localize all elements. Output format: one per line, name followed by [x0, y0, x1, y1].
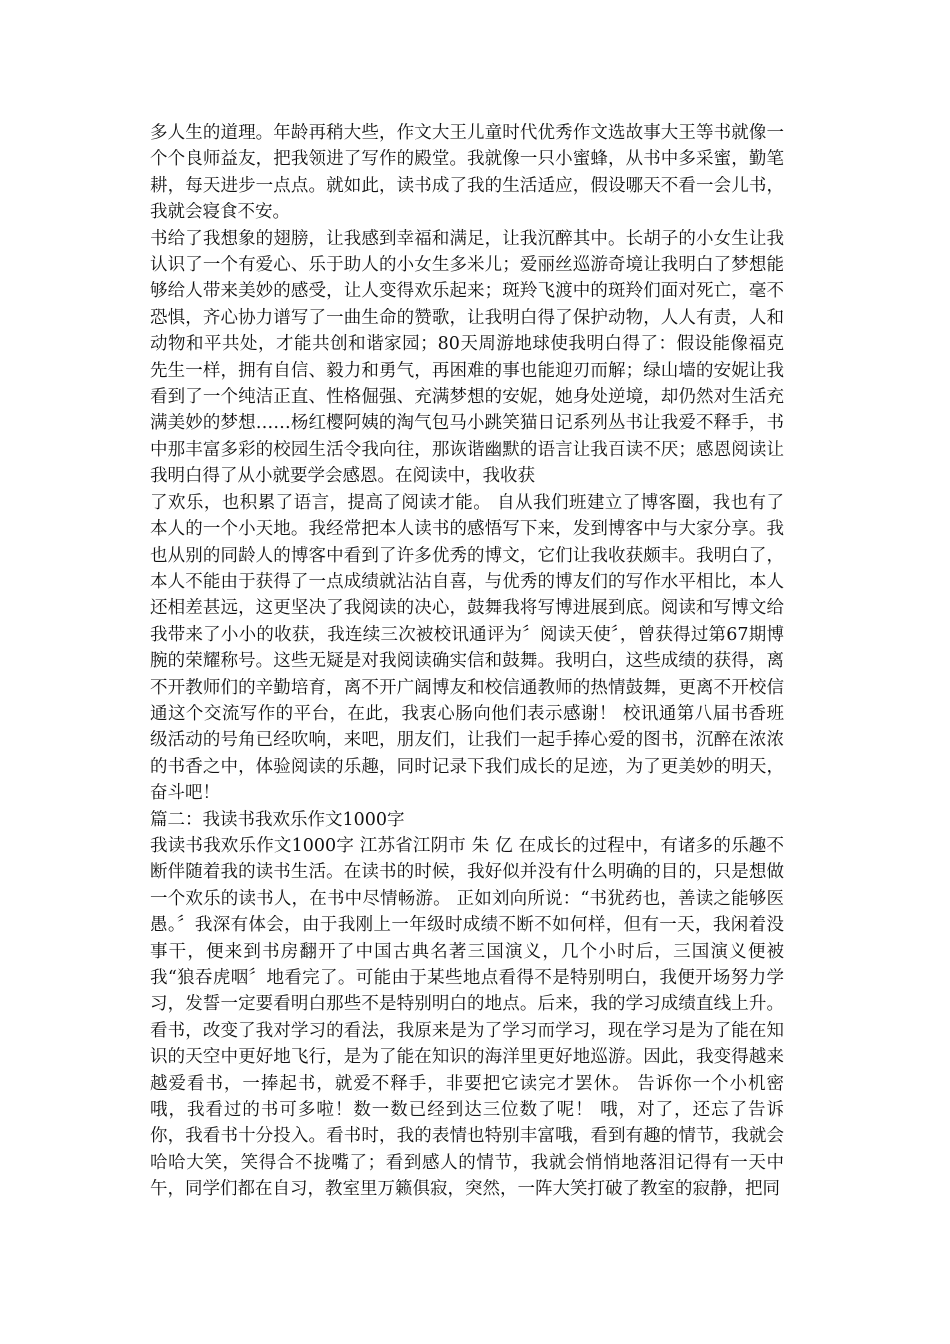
paragraph-reading-habit: 多人生的道理。年龄再稍大些，作文大王儿童时代优秀作文选故事大王等书就像一个个良师益友，把我领进了写作的殿堂。我就像一只小蜜蜂，从书中多采蜜，勤笔耕，每天进步一点点。就如此，读书成了我的生活适应，假设哪天不看一会儿书，我就会寝食不安。 [150, 123, 784, 223]
document-body [150, 120, 784, 1203]
paragraph-blog-harvest: 了欢乐，也积累了语言，提高了阅读才能。 自从我们班建立了博客圈，我也有了本人的一个小天地。我经常把本人读书的感悟写下来，发到博客中与大家分享。我也从别的同龄人的博客中看到了许多优秀的博文，它们让我收获颇丰。我明白了，本人不能由于获得了一点成绩就沾沾自喜，与优秀的博友们的写作水平相比，本人还相差甚远，这更坚决了我阅读的决心，鼓舞我将写博进展到底。阅读和写博文给我带来了小小的收获，我连续三次被校讯通评为〞阅读天使〞，曾获得过第67期博腕的荣耀称号。这些无疑是对我阅读确实信和鼓舞。我明白，这些成绩的获得，离不开教师们的辛勤培育，离不开广阔博友和校信通教师的热情鼓舞，更离不开校信通这个交流写作的平台，在此，我衷心肠向他们表示感谢！ 校讯通第八届书香班级活动的号角已经吹响，来吧，朋友们，让我们一起手捧心爱的图书，沉醉在浓浓的书香之中，体验阅读的乐趣，同时记录下我们成长的足迹，为了更美妙的明天，奋斗吧！ [150, 492, 784, 804]
paragraph-book-wings: 书给了我想象的翅膀，让我感到幸福和满足，让我沉醉其中。长胡子的小女生让我认识了一个有爱心、乐于助人的小女生多米儿；爱丽丝巡游奇境让我明白了梦想能够给人带来美妙的感受，让人变得欢乐起来；斑羚飞渡中的斑羚们面对死亡，毫不恐惧，齐心协力谱写了一曲生命的赞歌，让我明白得了保护动物，人人有责，人和动物和平共处，才能共创和谐家园；80天周游地球使我明白得了：假设能像福克先生一样，拥有自信、毅力和勇气，再困难的事也能迎刃而解；绿山墙的安妮让我看到了一个纯洁正直、性格倔强、充满梦想的安妮，她身处逆境，却仍然对生活充满美妙的梦想……杨红樱阿姨的淘气包马小跳笑猫日记系列丛书让我爱不释手，书中那丰富多彩的校园生活令我向往，那诙谐幽默的语言让我百读不厌；感恩阅读让我明白得了从小就要学会感恩。在阅读中，我收获 [150, 228, 784, 487]
paragraph-essay-two: 我读书我欢乐作文1000字 江苏省江阴市 朱 亿 在成长的过程中，有诸多的乐趣不断伴随着我的读书生活。在读书的时候，我好似并没有什么明确的目的，只是想做一个欢乐的读书人，在书中尽情畅游。 正如刘向所说：“书犹药也，善读之能够医愚。〞我深有体会，由于我刚上一年级时成绩不断不如何样，但有一天，我闲着没事干，便来到书房翻开了中国古典名著三国演义，几个小时后，三国演义便被我“狼吞虎咽〞地看完了。可能由于某些地点看得不是特别明白，我便开场努力学习，发誓一定要看明白那些不是特别明白的地点。后来，我的学习成绩直线上升。看书，改变了我对学习的看法，我原来是为了学习而学习，现在学习是为了能在知识的天空中更好地飞行，是为了能在知识的海洋里更好地巡游。因此，我变得越来越爱看书，一捧起书，就爱不释手，非要把它读完才罢休。 告诉你一个小机密哦，我看过的书可多啦！数一数已经到达三位数了呢！ 哦，对了，还忘了告诉你，我看书十分投入。看书时，我的表情也特别丰富哦，看到有趣的情节，我就会哈哈大笑，笑得合不拢嘴了；看到感人的情节，我就会悄悄地落泪记得有一天中午，同学们都在自习，教室里万籁俱寂，突然，一阵大笑打破了教室的寂静，把同 [150, 835, 784, 1200]
section-heading: 篇二：我读书我欢乐作文1000字 [150, 809, 405, 830]
